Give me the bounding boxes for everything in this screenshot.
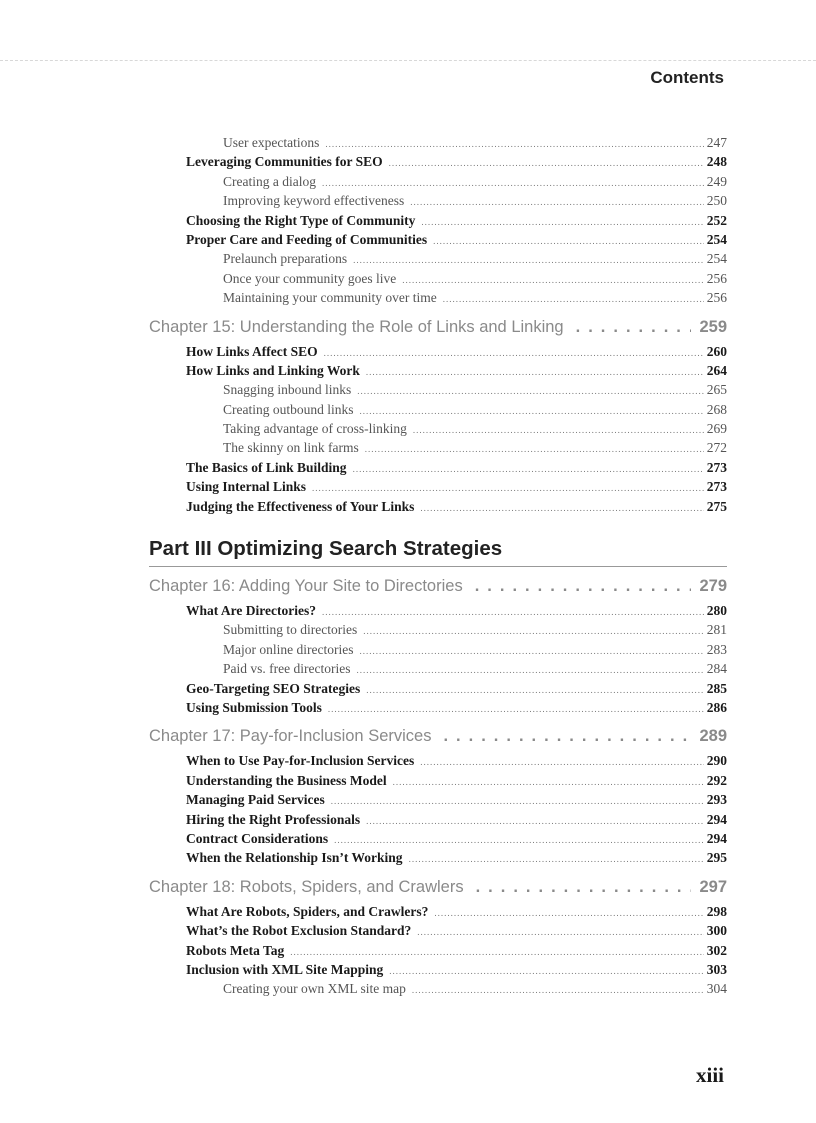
toc-page-number: 248 [706,154,727,170]
toc-page-number: 283 [706,641,727,657]
toc-entry-label: Choosing the Right Type of Community [186,212,416,228]
toc-page-number: 280 [706,603,727,619]
toc-entry[interactable] [149,211,727,230]
toc-entry-label: User expectations [223,135,320,150]
toc-entry-label: Judging the Effectiveness of Your Links [186,498,415,514]
toc-page-number: 302 [706,942,727,958]
toc-entry[interactable] [149,902,727,921]
toc-page-number: 264 [706,362,727,378]
toc-entry[interactable] [149,698,727,717]
chapter-page-number: 279 [699,577,727,596]
toc-page-number: 273 [706,459,727,475]
toc-entry-label: Creating outbound links [223,401,354,417]
toc-page-number: 265 [706,382,727,398]
dot-leader [363,622,704,641]
chapter-page-number: 259 [699,317,727,336]
toc-entry-label: Taking advantage of cross-linking [223,421,407,437]
toc-entry[interactable] [149,848,727,867]
toc-entry[interactable] [149,960,727,979]
toc-entry-label: Understanding the Business Model [186,772,387,788]
toc-entry-label: When to Use Pay-for-Inclusion Services [186,753,415,769]
dot-leader [357,382,703,401]
toc-entry[interactable] [149,979,727,998]
toc-entry-label: Once your community goes live [223,270,397,286]
dot-leader [366,812,704,831]
toc-entry[interactable] [149,249,727,268]
top-divider [0,60,816,61]
toc-entry-label: The skinny on link farms [223,440,359,456]
toc-page-number: 256 [706,270,727,286]
chapter-title: Chapter 17: Pay-for-Inclusion Services [149,727,432,746]
toc-entry-label: Improving keyword effectiveness [223,193,405,209]
toc-entry-label: What Are Robots, Spiders, and Crawlers? [186,903,429,919]
toc-entry-label: Creating a dialog [223,173,316,189]
dot-leader [393,773,704,792]
toc-entry-label: Using Internal Links [186,479,307,495]
toc-entry[interactable] [149,133,727,152]
toc-page-number: 304 [706,981,727,997]
toc-page-number: 275 [706,498,727,514]
toc-entry[interactable] [149,921,727,940]
toc-entry[interactable] [149,771,727,790]
toc-entry[interactable] [149,601,727,620]
toc-entry[interactable] [149,380,727,399]
chapter-page-number: 297 [699,877,727,896]
toc-entry-label: How Links and Linking Work [186,362,360,378]
dot-leader [433,232,704,251]
toc-page-number: 256 [706,290,727,306]
toc-page-number: 269 [706,421,727,437]
toc-page-number: 290 [706,753,727,769]
toc-entry[interactable] [149,342,727,361]
toc-page-number: 272 [706,440,727,456]
dot-leader [356,661,703,680]
dot-leader [353,460,704,479]
toc-page-number: 292 [706,772,727,788]
toc-entry[interactable] [149,679,727,698]
dot-leader [322,603,704,622]
dot-leader [443,290,704,309]
toc-entry-label: Geo-Targeting SEO Strategies [186,680,361,696]
dot-leader [366,363,704,382]
toc-page-number: 281 [706,622,727,638]
toc-entry[interactable] [149,419,727,438]
toc-entry-label: Managing Paid Services [186,792,325,808]
toc-entry[interactable] [149,438,727,457]
toc-entry-label: What’s the Robot Exclusion Standard? [186,923,412,939]
toc-entry[interactable] [149,620,727,639]
toc-entry-label: Creating your own XML site map [223,981,406,997]
toc-page-number: 303 [706,961,727,977]
dot-leader [413,421,704,440]
chapter-heading[interactable] [149,574,727,598]
toc-page-number: 286 [706,699,727,715]
dot-leader [366,681,704,700]
toc-page-number: 273 [706,479,727,495]
toc-entry[interactable] [149,477,727,496]
chapter-page-number: 289 [699,727,727,746]
chapter-title: Chapter 18: Robots, Spiders, and Crawlers [149,877,464,896]
dot-leader [365,440,704,459]
toc-entry[interactable] [149,941,727,960]
toc-entry-label: Contract Considerations [186,830,329,846]
toc-entry[interactable] [149,152,727,171]
dot-leader [417,923,703,942]
toc-entry-label: Prelaunch preparations [223,251,348,267]
chapter-title: Chapter 16: Adding Your Site to Directories [149,577,463,596]
toc-entry-label: Leveraging Communities for SEO [186,154,383,170]
toc-entry-label: Maintaining your community over time [223,290,437,306]
dot-leader [410,193,704,212]
toc-page-number: 260 [706,343,727,359]
table-of-contents [149,133,727,999]
toc-entry[interactable] [149,751,727,770]
toc-entry-label: Inclusion with XML Site Mapping [186,961,384,977]
chapter-heading[interactable] [149,724,727,748]
toc-entry[interactable] [149,361,727,380]
toc-page-number: 298 [706,903,727,919]
toc-entry-label: Using Submission Tools [186,699,322,715]
toc-entry-label: What Are Directories? [186,603,316,619]
dot-leader [421,213,703,232]
dot-leader [412,981,704,1000]
toc-entry[interactable] [149,191,727,210]
toc-entry[interactable] [149,458,727,477]
toc-page-number: 284 [706,661,727,677]
dot-leader [389,154,704,173]
toc-page-number: 254 [706,251,727,267]
toc-page-number: 293 [706,792,727,808]
toc-entry-label: Major online directories [223,641,354,657]
toc-entry-label: The Basics of Link Building [186,459,347,475]
dot-leader [328,700,704,719]
toc-entry-label: How Links Affect SEO [186,343,318,359]
dot-leader [402,271,704,290]
toc-page-number: 294 [706,811,727,827]
toc-page-number: 268 [706,401,727,417]
toc-entry[interactable] [149,230,727,249]
toc-entry[interactable] [149,497,727,516]
toc-entry[interactable] [149,659,727,678]
dot-leader [434,904,703,923]
toc-entry-label: Snagging inbound links [223,382,352,398]
dot-leader [409,850,704,869]
toc-entry[interactable] [149,810,727,829]
toc-entry-label: Robots Meta Tag [186,942,285,958]
dot-leader [476,875,692,899]
part-heading[interactable]: Part III Optimizing Search Strategies [149,534,727,567]
toc-entry-label: Hiring the Right Professionals [186,811,361,827]
toc-entry[interactable] [149,640,727,659]
toc-page-number: 247 [706,135,727,150]
toc-page-number: 295 [706,850,727,866]
dot-leader [420,499,703,518]
dot-leader [331,792,704,811]
toc-entry[interactable] [149,269,727,288]
page-folio: xiii [695,1063,724,1087]
dot-leader [353,251,704,270]
dot-leader [389,962,703,981]
toc-entry-label: Paid vs. free directories [223,661,351,677]
dot-leader [443,724,691,748]
chapter-heading[interactable] [149,315,727,339]
chapter-title: Chapter 15: Understanding the Role of Links and Linking [149,317,564,336]
chapter-heading[interactable] [149,875,727,899]
toc-page-number: 252 [706,212,727,228]
dot-leader [360,402,704,421]
toc-entry[interactable] [149,790,727,809]
toc-entry[interactable] [149,400,727,419]
dot-leader [324,344,704,363]
toc-page-number: 254 [706,231,727,247]
dot-leader [475,574,692,598]
toc-entry-label: When the Relationship Isn’t Working [186,850,403,866]
toc-entry-label: Submitting to directories [223,622,358,638]
toc-page-number: 285 [706,680,727,696]
toc-page-number: 294 [706,830,727,846]
toc-entry[interactable] [149,829,727,848]
dot-leader [576,315,692,339]
toc-page-number: 250 [706,193,727,209]
toc-entry[interactable] [149,172,727,191]
dot-leader [420,753,704,772]
toc-page-number: 249 [706,173,727,189]
running-head: Contents [650,68,724,87]
toc-entry-label: Proper Care and Feeding of Communities [186,231,428,247]
toc-entry[interactable] [149,288,727,307]
toc-page-number: 300 [706,923,727,939]
dot-leader [359,642,703,661]
